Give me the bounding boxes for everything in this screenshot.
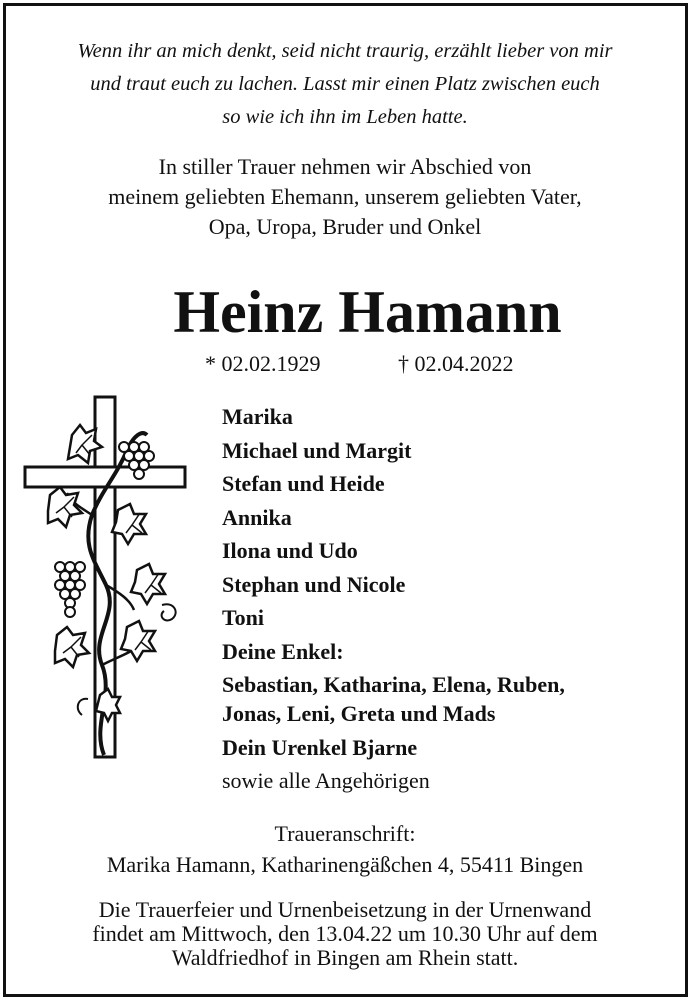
intro-line: meinem geliebten Ehemann, unserem geliebten Vater, xyxy=(108,184,582,209)
intro-line: In stiller Trauer nehmen wir Abschied von xyxy=(158,154,532,179)
mourner-name: Ilona und Udo xyxy=(222,538,358,563)
address-line: Marika Hamann, Katharinengäßchen 4, 55411 Bingen xyxy=(106,852,584,877)
memorial-verse xyxy=(30,35,660,134)
birth-date: * 02.02.1929 xyxy=(205,351,321,376)
verse-line: Wenn ihr an mich denkt, seid nicht traurig, erzählt lieber von mir xyxy=(77,40,613,62)
mourner-name: Stephan und Nicole xyxy=(222,571,406,597)
verse-line: und traut euch zu lachen. Lasst mir einen Platz zwischen euch xyxy=(90,73,600,95)
ceremony-line: findet am Mittwoch, den 13.04.22 um 10.30 Uhr auf dem xyxy=(92,921,598,946)
cross-with-grapevine-icon xyxy=(22,395,192,770)
verse-line: so wie ich ihn im Leben hatte. xyxy=(222,106,468,128)
death-date: † 02.04.2022 xyxy=(398,351,514,376)
mourner-name: Annika xyxy=(222,504,292,530)
family-list xyxy=(222,402,565,799)
deceased-name: Heinz Hamann xyxy=(173,279,562,345)
ceremony-info xyxy=(20,898,670,970)
grandchildren-heading: Deine Enkel: xyxy=(222,638,344,664)
great-grandchild: Dein Urenkel Bjarne xyxy=(222,734,418,760)
closing-line: sowie alle Angehörigen xyxy=(222,768,430,793)
grandchildren-names: Jonas, Leni, Greta und Mads xyxy=(222,701,496,726)
mourner-name: Marika xyxy=(222,404,293,429)
address-heading: Traueranschrift: xyxy=(274,821,416,846)
intro-line: Opa, Uropa, Bruder und Onkel xyxy=(208,214,482,239)
mourner-name: Toni xyxy=(222,605,265,630)
intro-text xyxy=(20,152,670,242)
grandchildren-names: Sebastian, Katharina, Elena, Ruben, xyxy=(222,672,565,697)
mourning-address xyxy=(20,818,670,880)
mourner-name: Michael und Margit xyxy=(222,437,412,463)
ceremony-line: Die Trauerfeier und Urnenbeisetzung in der Urnenwand xyxy=(98,897,592,922)
ceremony-line: Waldfriedhof in Bingen am Rhein statt. xyxy=(171,945,519,970)
mourner-name: Stefan und Heide xyxy=(222,471,385,496)
